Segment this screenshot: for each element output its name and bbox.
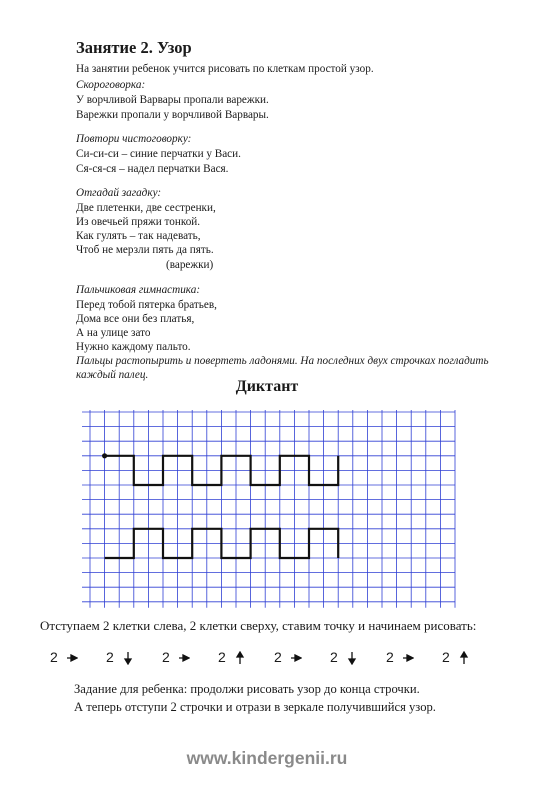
dictation-step <box>386 649 414 665</box>
finger-line: Перед тобой пятерка братьев, <box>76 299 217 311</box>
dictation-step <box>50 649 78 665</box>
riddle-line: Из овечьей пряжи тонкой. <box>76 216 201 228</box>
finger-label: Пальчиковая гимнастика: <box>76 284 201 296</box>
dictation-instruction: Отступаем 2 клетки слева, 2 клетки сверху, ставим точку и начинаем рисовать: <box>40 618 477 633</box>
step-count: 2 <box>330 649 338 665</box>
arrow-right-icon <box>178 651 190 665</box>
arrow-up-icon <box>234 651 246 665</box>
tongue-twister-label: Скороговорка: <box>76 79 146 91</box>
arrow-right-icon <box>66 651 78 665</box>
dictation-step <box>162 649 190 665</box>
riddle-line: Чтоб не мерзли пять да пять. <box>76 244 214 256</box>
chant-label: Повтори чистоговорку: <box>76 133 192 145</box>
arrow-up-icon <box>458 651 470 665</box>
dictation-step <box>106 649 134 665</box>
task-line: Задание для ребенка: продолжи рисовать узор до конца строчки. <box>74 682 420 696</box>
task-line: А теперь отступи 2 строчки и отрази в зеркале получившийся узор. <box>74 700 436 714</box>
finger-note: Пальцы растопырить и повертеть ладонями. На последних двух строчках погладить <box>76 355 489 367</box>
chant-line: Си-си-си – синие перчатки у Васи. <box>76 148 241 160</box>
lesson-title: Занятие 2. Узор <box>76 38 192 57</box>
dictation-step <box>218 649 246 665</box>
step-count: 2 <box>274 649 282 665</box>
lesson-intro: На занятии ребенок учится рисовать по клеткам простой узор. <box>76 63 374 75</box>
finger-line: Нужно каждому пальто. <box>76 341 191 353</box>
site-watermark: www.kindergenii.ru <box>186 748 348 768</box>
step-count: 2 <box>50 649 58 665</box>
arrow-down-icon <box>122 651 134 665</box>
arrow-down-icon <box>346 651 358 665</box>
step-count: 2 <box>106 649 114 665</box>
finger-note: каждый палец. <box>76 369 149 381</box>
riddle-line: Как гулять – так надевать, <box>76 230 201 242</box>
chant-line: Ся-ся-ся – надел перчатки Вася. <box>76 163 229 175</box>
riddle-line: Две плетенки, две сестренки, <box>76 202 216 214</box>
riddle-label: Отгадай загадку: <box>76 187 162 199</box>
dictation-step <box>442 649 470 665</box>
finger-line: А на улице зато <box>76 327 151 339</box>
arrow-right-icon <box>290 651 302 665</box>
step-count: 2 <box>162 649 170 665</box>
dictation-step <box>274 649 302 665</box>
arrow-right-icon <box>402 651 414 665</box>
dictation-heading: Диктант <box>235 378 299 395</box>
start-dot <box>102 453 107 458</box>
step-count: 2 <box>386 649 394 665</box>
step-count: 2 <box>442 649 450 665</box>
finger-line: Дома все они без платья, <box>76 313 195 325</box>
riddle-answer: (варежки) <box>166 259 214 271</box>
tongue-twister-line: Варежки пропали у ворчливой Варвары. <box>76 109 269 121</box>
dictation-step <box>330 649 358 665</box>
step-count: 2 <box>218 649 226 665</box>
tongue-twister-line: У ворчливой Варвары пропали варежки. <box>76 94 269 106</box>
